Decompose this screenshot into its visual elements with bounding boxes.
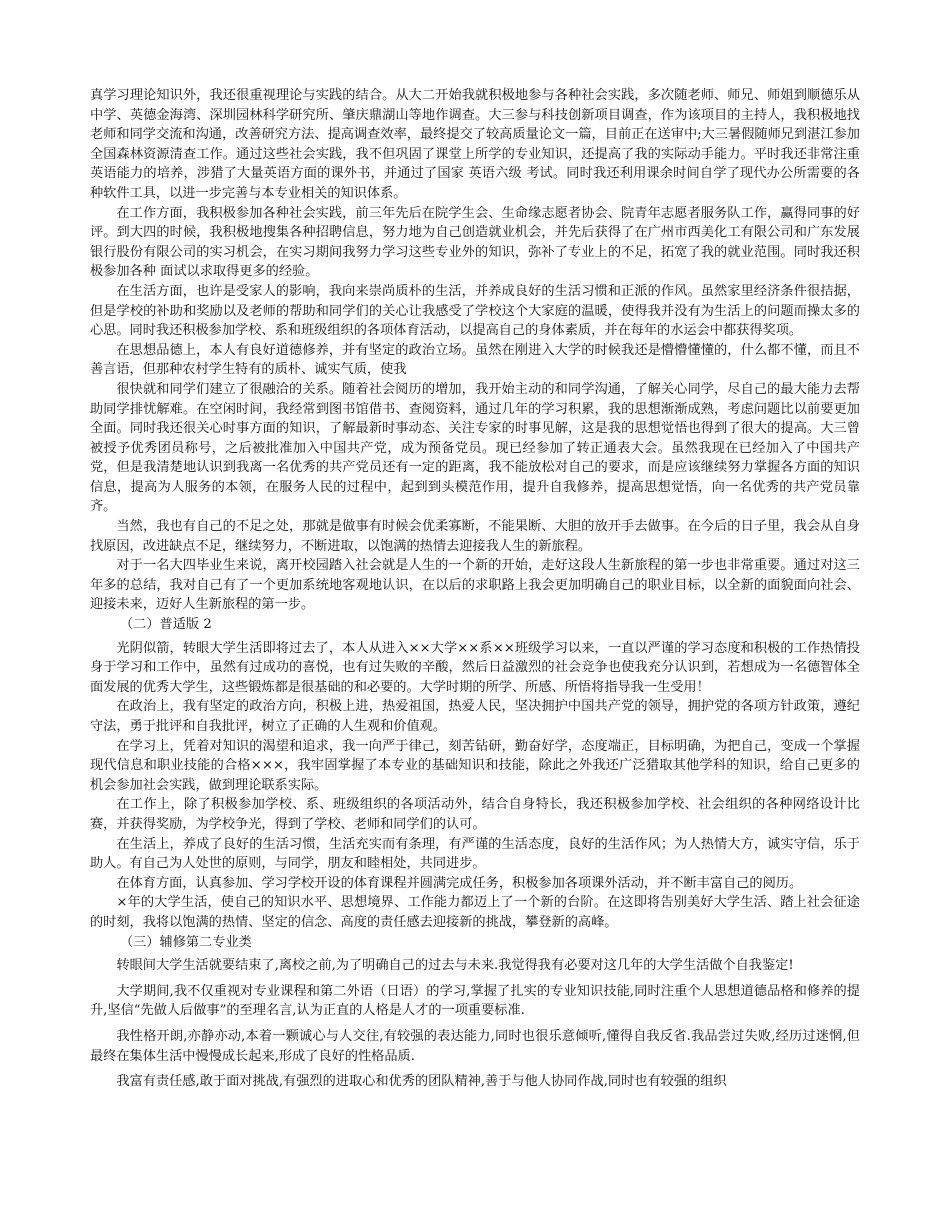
section-heading: （二）普适版 2	[120, 617, 212, 633]
paragraph: 在政治上，我有坚定的政治方向，积极上进，热爱祖国，热爱人民，坚决拥护中国共产党的领导，拥护党的各项方针政策，遵纪守法，勇于批评和自我批评，树立了正确的人生观和价值观。	[90, 699, 860, 734]
paragraph: 很快就和同学们建立了很融洽的关系。随着社会阅历的增加，我开始主动的和同学沟通，了解关心同学，尽自己的最大能力去帮助同学排忧解难。在空闲时间，我经常到图书馆借书、查阅资料，通过几年的学习积累，我的思想渐渐成熟，考虑问题比以前要更加全面。同时我还很关心时事方面的知识，了解最新时事动态、关注专家的时事见解，这是我的思想觉悟也得到了很大的提高。大三曾被授予优秀团员称号，之后被批准加入中国共产党，成为预备党员。现已经参加了转正通表大会。虽然我现在已经加入了中国共产党，但是我清楚地认识到我离一名优秀的共产党员还有一定的距离，我不能放松对自己的要求，而是应该继续努力掌握各方面的知识信息，提高为人服务的本领，在服务人民的过程中，起到到头模范作用，提升自我修养，提高思想觉悟，向一名优秀的共产党员靠齐。	[90, 381, 860, 515]
section-heading: （三）辅修第二专业类	[120, 934, 252, 950]
paragraph: 我性格开朗,亦静亦动,本着一颗诚心与人交往,有较强的表达能力,同时也很乐意倾听,懂得自我反省.我品尝过失败,经历过迷惘,但最终在集体生活中慢慢成长起来,形成了良好的性格品质.	[90, 1028, 860, 1064]
paragraph: 在工作方面，我积极参加各种社会实践，前三年先后在院学生会、生命缘志愿者协会、院青年志愿者服务队工作，赢得同事的好评。到大四的时候，我积极地搜集各种招聘信息，努力地为自己创造就业机会，并先后获得了在广州市西美化工有限公司和广东发展银行股份有限公司的实习机会，在实习期间我努力学习这些专业外的知识，弥补了专业上的不足，拓宽了我的就业范围。同时我还积极参加各种 面试以求取得更多的经验。	[90, 205, 860, 280]
paragraph: ×年的大学生活，使自己的知识水平、思想境界、工作能力都迈上了一个新的台阶。在这即将告别美好大学生活、踏上社会征途的时刻，我将以饱满的热情、坚定的信念、高度的责任感去迎接新的挑战，攀登新的高峰。	[90, 895, 860, 930]
paragraph: 在工作上，除了积极参加学校、系、班级组织的各项活动外，结合自身特长，我还积极参加学校、社会组织的各种网络设计比赛，并获得奖励，为学校争光，得到了学校、老师和同学们的认可。	[90, 797, 860, 832]
paragraph: 转眼间大学生活就要结束了,离校之前,为了明确自己的过去与未来.我觉得我有必要对这几年的大学生活做个自我鉴定!	[116, 958, 794, 974]
paragraph: 对于一名大四毕业生来说，离开校园踏入社会就是人生的一个新的开始，走好这段人生新旅程的第一步也非常重要。通过对这三年多的总结，我对自己有了一个更加系统地客观地认识，在以后的求职路上我会更加明确自己的职业目标，以全新的面貌面向社会、迎接未来，迈好人生新旅程的第一步。	[90, 558, 860, 613]
paragraph: 在体育方面，认真参加、学习学校开设的体育课程并圆满完成任务，积极参加各项课外活动，并不断丰富自己的阅历。	[116, 875, 803, 891]
paragraph: 大学期间,我不仅重视对专业课程和第二外语（日语）的学习,掌握了扎实的专业知识技能,同时注重个人思想道德品格和修养的提升,坚信“先做人后做事”的至理名言,认为正直的人格是人才的一项重要标准.	[90, 983, 860, 1019]
paragraph: 在学习上，凭着对知识的渴望和追求，我一向严于律己，刻苦钻研，勤奋好学，态度端正，目标明确，为把自己，变成一个掌握现代信息和职业技能的合格×××，我牢固掌握了本专业的基础知识和技能，除此之外我还广泛猎取其他学科的知识，给自己更多的机会参加社会实践，做到理论联系实际。	[90, 738, 860, 793]
paragraph: 我富有责任感,敢于面对挑战,有强烈的进取心和优秀的团队精神,善于与他人协同作战,同时也有较强的组织	[116, 1074, 727, 1090]
paragraph: 在思想品德上，本人有良好道德修养，并有坚定的政治立场。虽然在刚进入大学的时候我还是懵懵懂懂的，什么都不懂，而且不善言语，但那种农村学生特有的质朴、诚实气质，使我	[90, 342, 860, 378]
paragraph: 当然，我也有自己的不足之处，那就是做事有时候会优柔寡断，不能果断、大胆的放开手去做事。在今后的日子里，我会从自身找原因，改进缺点不足，继续努力，不断进取，以饱满的热情去迎接我人生的新旅程。	[90, 519, 860, 554]
document-page	[90, 86, 860, 1092]
paragraph: 在生活上，养成了良好的生活习惯，生活充实而有条理，有严谨的生活态度，良好的生活作风；为人热情大方，诚实守信，乐于助人。有自己为人处世的原则，与同学，朋友和睦相处，共同进步。	[90, 836, 860, 872]
paragraph: 真学习理论知识外，我还很重视理论与实践的结合。从大二开始我就积极地参与各种社会实践，多次随老师、师兄、师姐到顺德乐从中学、英德金海湾、深圳园林科学研究所、肇庆鼎湖山等地作调查。大三参与科技创新项目调查，作为该项目的主持人，我积极地找老师和同学交流和沟通，改善研究方法、提高调查效率，最终提交了较高质量论文一篇，目前正在送审中;大三暑假随师兄到湛江参加全国森林资源清查工作。通过这些社会实践，我不但巩固了课堂上所学的专业知识，还提高了我的实际动手能力。平时我还非常注重 英语能力的培养，涉猎了大量英语方面的课外书，并通过了国家 英语六级 考试。同时我还利用课余时间自学了现代办公所需要的各种软件工具，以进一步完善与本专业相关的知识体系。	[90, 88, 860, 201]
paragraph: 光阴似箭，转眼大学生活即将过去了，本人从进入××大学××系××班级学习以来，一直以严谨的学习态度和积极的工作热情投身于学习和工作中，虽然有过成功的喜悦，也有过失败的辛酸，然后日益激烈的社会竞争也使我充分认识到，若想成为一名德智体全面发展的优秀大学生，这些锻炼都是很基础的和必要的。大学时期的所学、所感、所悟将指导我一生受用！	[90, 640, 860, 695]
paragraph: 在生活方面，也许是受家人的影响，我向来崇尚质朴的生活，并养成良好的生活习惯和正派的作风。虽然家里经济条件很拮据，但是学校的补助和奖励以及老师的帮助和同学们的关心让我感受了学校这个大家庭的温暖，使得我并没有为生活上的问题而操太多的心思。同时我还积极参加学校、系和班级组织的各项体育活动，以提高自己的身体素质，并在每年的水运会中都获得奖项。	[90, 283, 860, 339]
